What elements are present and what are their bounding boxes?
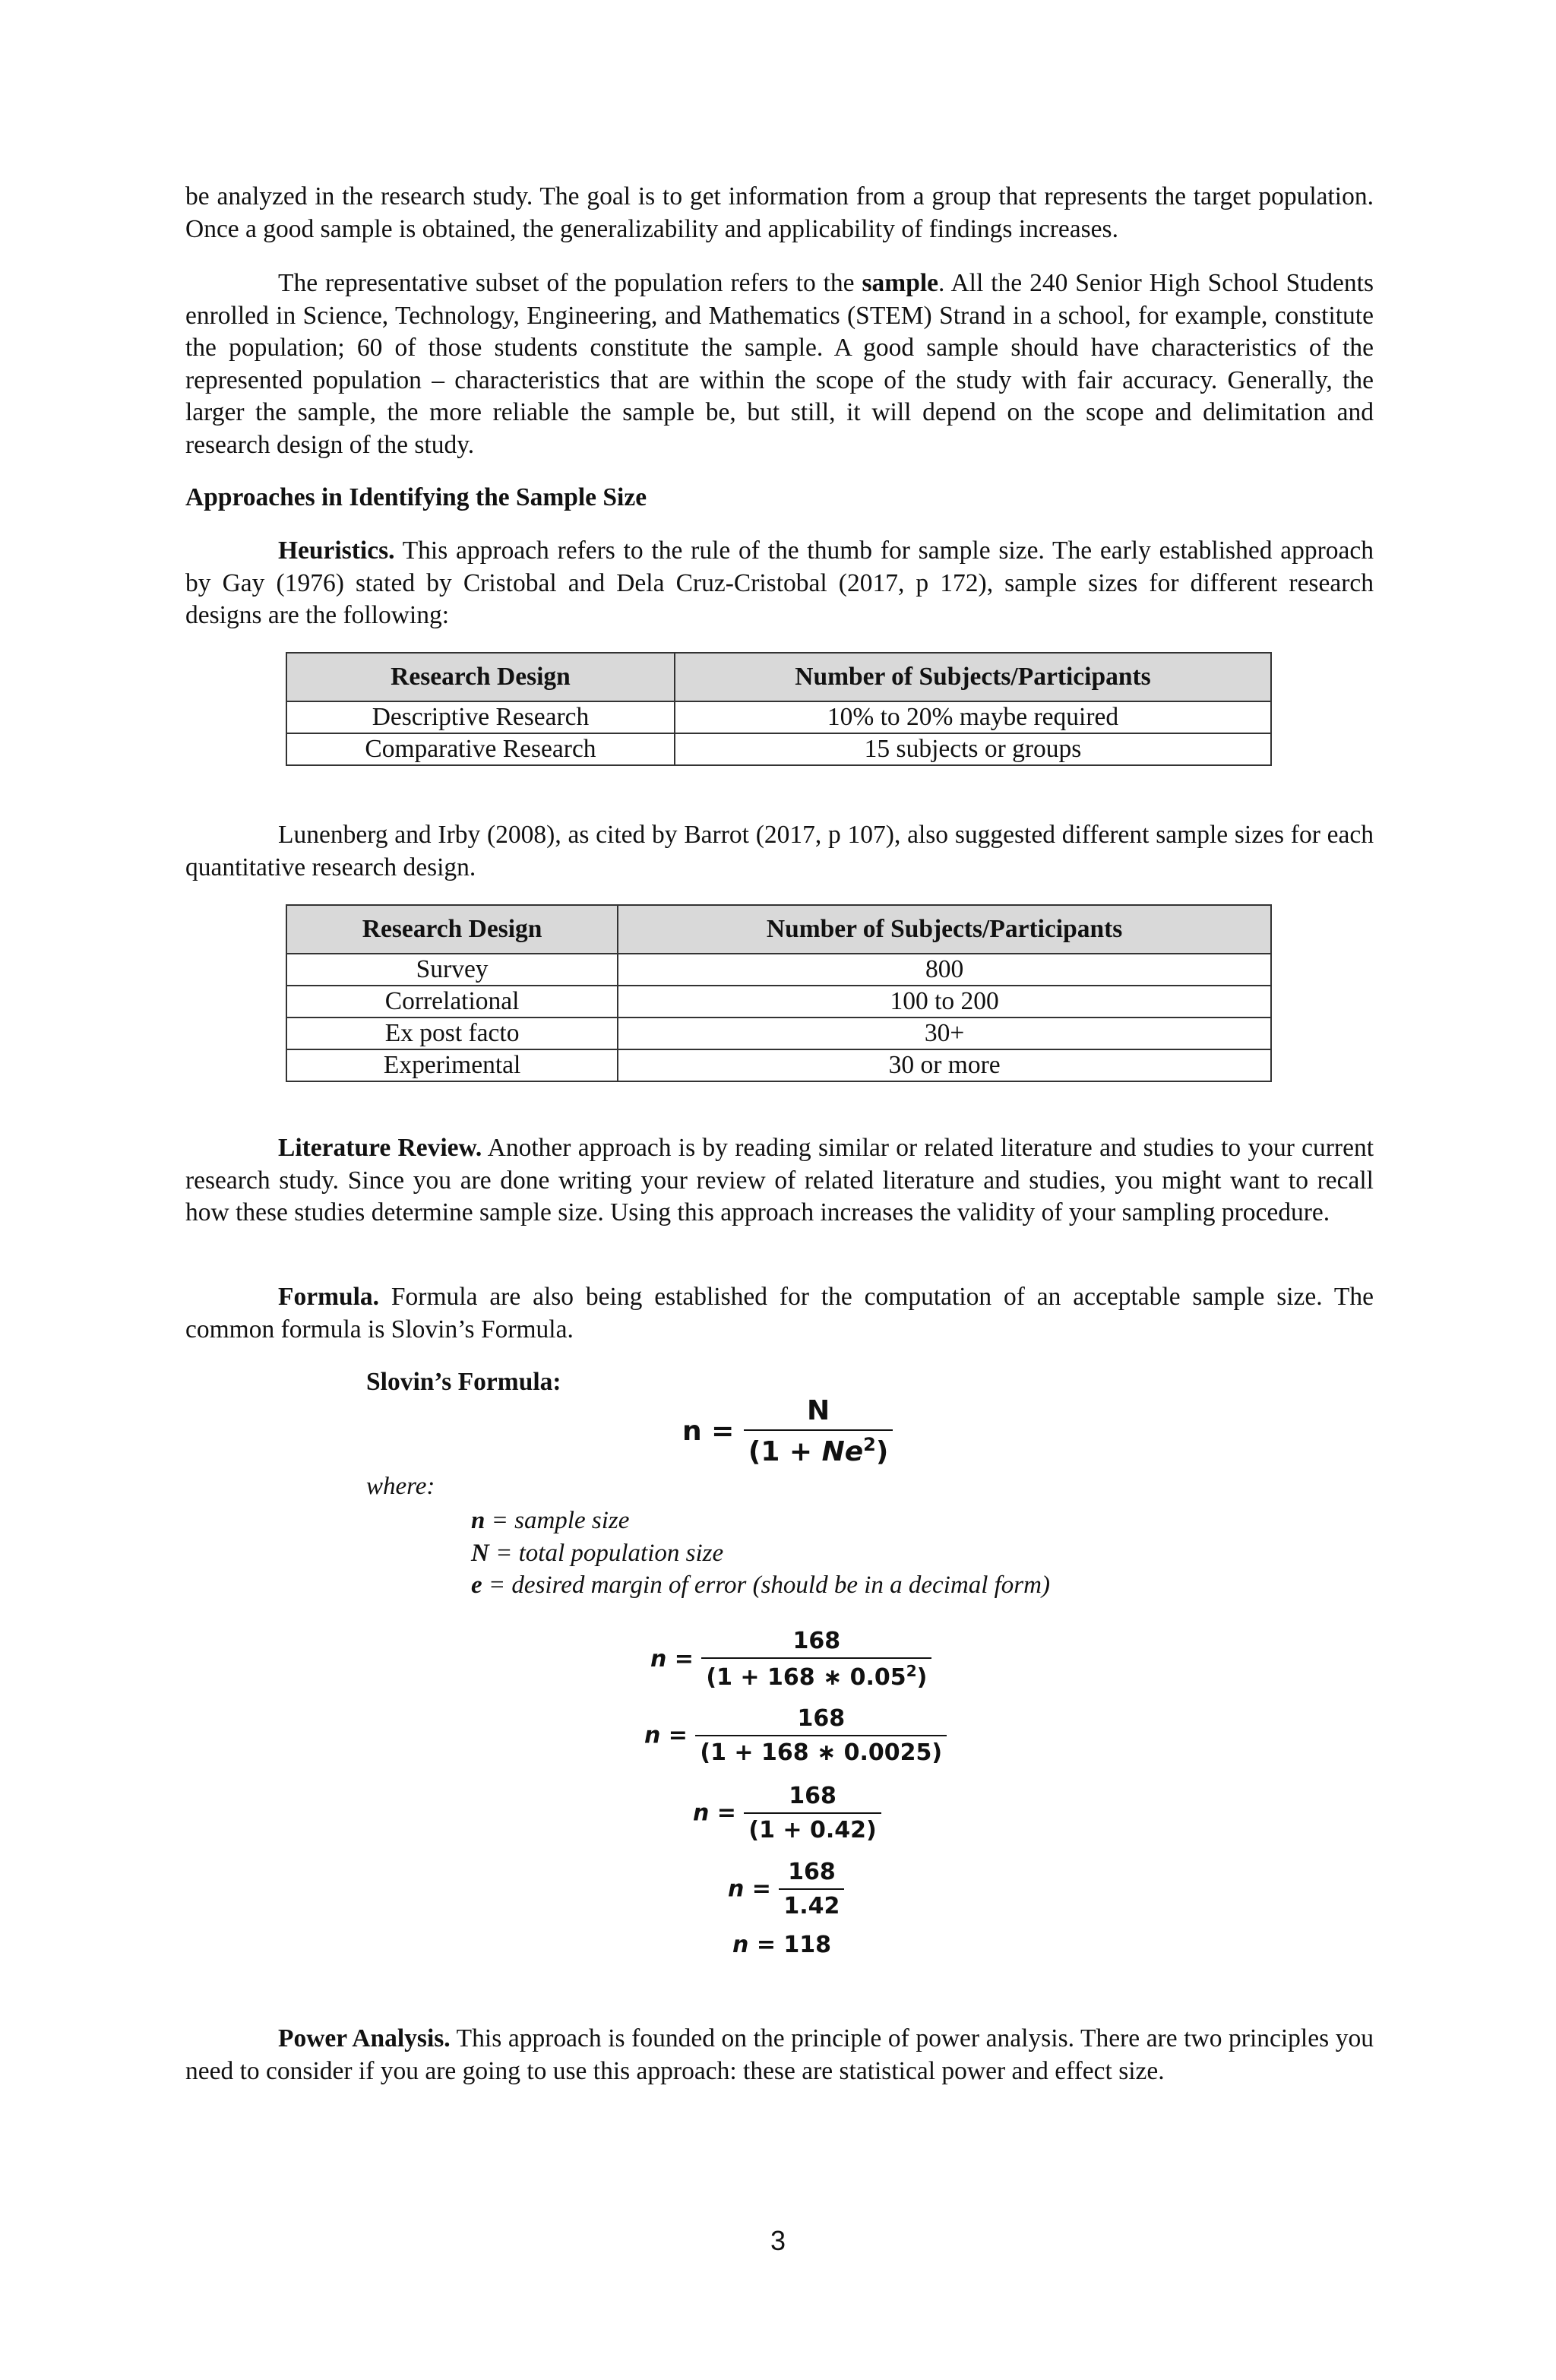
table-cell: Survey	[286, 954, 618, 986]
definition-item	[471, 1537, 1050, 1570]
sample-text-before: The representative subset of the population refers to the	[278, 269, 862, 297]
step-denominator	[701, 1657, 931, 1691]
table-cell: Descriptive Research	[286, 701, 675, 733]
computation-lhs: n =	[644, 1722, 688, 1749]
table-header-cell: Number of Subjects/Participants	[675, 653, 1271, 701]
sample-text-after: . All the 240 Senior High School Students enrolled in Science, Technology, Engineering, and Mathematics (STEM) Strand in a school, for example, constitute the population; 60 of those students constitute the sample. A good sample should have characteristics of the represented population – characteristics that are within the scope of the study with fair accuracy. Generally, the larger the sample, the more reliable the sample be, but still, it will depend on the scope and delimitation and research design of the study.	[185, 269, 1374, 459]
computation-step-4	[728, 1859, 844, 1920]
table-cell: Experimental	[286, 1049, 618, 1081]
table-cell: 30 or more	[618, 1049, 1271, 1081]
table-cell: Ex post facto	[286, 1018, 618, 1049]
computation-lhs: n =	[693, 1799, 736, 1827]
den-close: )	[875, 1436, 889, 1467]
definitions-list	[471, 1505, 1050, 1602]
intro-paragraph: be analyzed in the research study. The goal is to get information from a group that represents the target population. Once a good sample is obtained, the generalizability and applicability of findings increases.	[185, 182, 1374, 243]
table-row	[286, 986, 1271, 1018]
slovin-denominator	[744, 1429, 893, 1467]
definition-symbol: e	[471, 1571, 482, 1599]
definition-item	[471, 1569, 1050, 1602]
den-exp: 2	[906, 1662, 917, 1680]
table-row	[286, 733, 1271, 765]
table-row	[286, 1018, 1271, 1049]
step-fraction	[695, 1705, 947, 1766]
den-part: (1 + 168 ∗ 0.05	[706, 1664, 906, 1691]
step-denominator: (1 + 168 ∗ 0.0025)	[695, 1735, 947, 1766]
definition-item	[471, 1505, 1050, 1537]
definition-text: = desired margin of error (should be in a decimal form)	[482, 1571, 1050, 1599]
table-cell: 100 to 200	[618, 986, 1271, 1018]
formula-title: Formula.	[278, 1283, 380, 1311]
formula-text: Formula are also being established for the computation of an acceptable sample size. The common formula is Slovin’s Formula.	[185, 1283, 1374, 1343]
computation-lhs: n =	[650, 1646, 694, 1673]
table-row	[286, 1049, 1271, 1081]
table-cell: 15 subjects or groups	[675, 733, 1271, 765]
table-row	[286, 701, 1271, 733]
table-cell: Comparative Research	[286, 733, 675, 765]
heuristics-paragraph	[185, 535, 1374, 632]
den-part: )	[916, 1664, 928, 1691]
step-fraction	[779, 1859, 844, 1920]
step-numerator: 168	[789, 1783, 837, 1809]
definition-text: = total population size	[489, 1539, 724, 1567]
step-numerator: 168	[797, 1705, 846, 1732]
table-row	[286, 954, 1271, 986]
table-header-row	[286, 653, 1271, 701]
computation-step-3	[693, 1783, 881, 1844]
lunenberg-paragraph: Lunenberg and Irby (2008), as cited by Barrot (2017, p 107), also suggested different sample sizes for each quantitative research design.	[185, 821, 1374, 881]
table-header-row	[286, 905, 1271, 954]
table-cell: 30+	[618, 1018, 1271, 1049]
den-exp: 2	[863, 1434, 876, 1455]
power-analysis-title: Power Analysis.	[278, 2024, 451, 2052]
sample-paragraph	[185, 267, 1374, 461]
power-analysis-paragraph	[185, 2023, 1374, 2087]
result-var: n	[732, 1932, 749, 1958]
table-header-cell: Number of Subjects/Participants	[618, 905, 1271, 954]
result-value: = 118	[756, 1932, 832, 1958]
slovin-fraction	[744, 1395, 893, 1467]
step-numerator: 168	[788, 1859, 836, 1885]
computation-step-2	[644, 1705, 947, 1766]
den-var: Ne	[821, 1436, 864, 1467]
table-cell: 10% to 20% maybe required	[675, 701, 1271, 733]
definition-symbol: n	[471, 1507, 485, 1534]
formula-paragraph	[185, 1281, 1374, 1346]
computation-step-1	[650, 1628, 931, 1691]
section-heading: Approaches in Identifying the Sample Size	[185, 483, 647, 511]
step-fraction	[744, 1783, 881, 1844]
table-header-cell: Research Design	[286, 653, 675, 701]
slovin-numerator: N	[807, 1395, 830, 1426]
page-number: 3	[770, 2225, 786, 2256]
sample-term: sample	[862, 269, 938, 297]
den-open: (1 +	[748, 1436, 822, 1467]
power-analysis-text: This approach is founded on the principle of power analysis. There are two principles you need to consider if you are going to use this approach: these are statistical power and effect size.	[185, 2024, 1374, 2085]
step-denominator: 1.42	[779, 1888, 844, 1920]
literature-review-title: Literature Review.	[278, 1134, 482, 1162]
literature-review-paragraph	[185, 1132, 1374, 1230]
computation-lhs: n =	[728, 1875, 771, 1903]
table-cell: 800	[618, 954, 1271, 986]
step-denominator: (1 + 0.42)	[744, 1812, 881, 1844]
table-cell: Correlational	[286, 986, 618, 1018]
where-label: where:	[366, 1473, 435, 1500]
definition-text: = sample size	[485, 1507, 630, 1534]
definition-symbol: N	[471, 1539, 489, 1567]
slovin-lhs: n =	[682, 1416, 735, 1447]
heuristics-text: This approach refers to the rule of the thumb for sample size. The early established approach by Gay (1976) stated by Cristobal and Dela Cruz-Cristobal (2017, p 172), sample sizes for different research designs are the following:	[185, 536, 1374, 629]
table-header-cell: Research Design	[286, 905, 618, 954]
literature-review-text: Another approach is by reading similar or related literature and studies to your current research study. Since you are done writing your review of related literature and studies, you might want to recall how these studies determine sample size. Using this approach increases the validity of your sampling procedure.	[185, 1134, 1374, 1226]
heuristics-table	[286, 652, 1272, 766]
slovin-formula	[682, 1395, 893, 1467]
step-fraction	[701, 1628, 931, 1691]
quantitative-design-table	[286, 904, 1272, 1082]
computation-result	[732, 1932, 831, 1958]
heuristics-title: Heuristics.	[278, 536, 395, 565]
step-numerator: 168	[792, 1628, 841, 1654]
slovin-label: Slovin’s Formula:	[366, 1368, 561, 1396]
